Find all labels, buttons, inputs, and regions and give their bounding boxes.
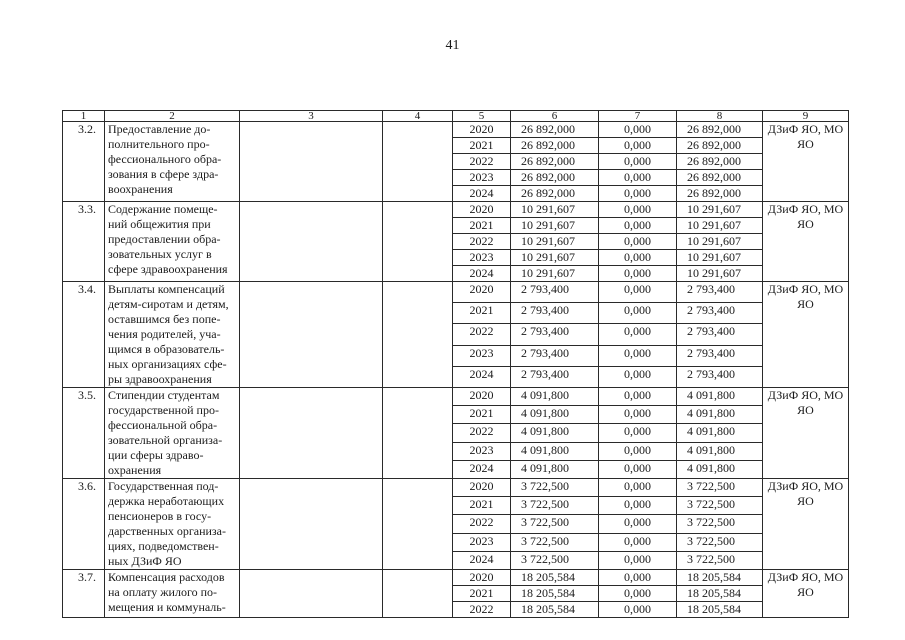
year-cell: 2023 (453, 442, 511, 460)
executor-cell: ДЗиФ ЯО, МО ЯО (763, 202, 849, 282)
amount-federal-cell: 0,000 (599, 479, 677, 497)
header-cell: 8 (677, 111, 763, 122)
amount-regional-cell: 3 722,500 (677, 551, 763, 569)
year-cell: 2020 (453, 388, 511, 406)
year-cell: 2020 (453, 282, 511, 303)
header-cell: 2 (105, 111, 240, 122)
empty-cell (383, 479, 453, 570)
empty-cell (383, 388, 453, 479)
year-cell: 2022 (453, 602, 511, 618)
amount-total-cell: 26 892,000 (511, 186, 599, 202)
row-title: Стипендии студентам государственной про-фессиональной обра-зовательной организа-ции сферы здраво-охранения (105, 388, 240, 479)
year-cell: 2024 (453, 266, 511, 282)
amount-regional-cell: 10 291,607 (677, 218, 763, 234)
year-cell: 2023 (453, 250, 511, 266)
amount-regional-cell: 10 291,607 (677, 202, 763, 218)
year-cell: 2023 (453, 533, 511, 551)
year-cell: 2024 (453, 460, 511, 478)
amount-regional-cell: 18 205,584 (677, 570, 763, 586)
row-number: 3.5. (63, 388, 105, 479)
year-cell: 2021 (453, 303, 511, 324)
amount-federal-cell: 0,000 (599, 250, 677, 266)
amount-total-cell: 3 722,500 (511, 497, 599, 515)
amount-total-cell: 10 291,607 (511, 234, 599, 250)
table-row (63, 479, 849, 497)
amount-total-cell: 26 892,000 (511, 170, 599, 186)
amount-federal-cell: 0,000 (599, 570, 677, 586)
row-number: 3.3. (63, 202, 105, 282)
empty-cell (240, 570, 383, 618)
amount-total-cell: 3 722,500 (511, 515, 599, 533)
amount-total-cell: 2 793,400 (511, 282, 599, 303)
year-cell: 2024 (453, 366, 511, 387)
row-title: Содержание помеще-ний общежития при предоставлении обра-зовательных услуг в сфере здравоохранения (105, 202, 240, 282)
year-cell: 2023 (453, 170, 511, 186)
header-cell: 4 (383, 111, 453, 122)
table-row (63, 282, 849, 303)
amount-regional-cell: 26 892,000 (677, 186, 763, 202)
amount-total-cell: 2 793,400 (511, 324, 599, 345)
amount-total-cell: 4 091,800 (511, 424, 599, 442)
amount-federal-cell: 0,000 (599, 424, 677, 442)
amount-federal-cell: 0,000 (599, 324, 677, 345)
amount-regional-cell: 18 205,584 (677, 586, 763, 602)
amount-regional-cell: 2 793,400 (677, 282, 763, 303)
amount-federal-cell: 0,000 (599, 533, 677, 551)
empty-cell (383, 202, 453, 282)
year-cell: 2022 (453, 424, 511, 442)
amount-total-cell: 10 291,607 (511, 266, 599, 282)
amount-total-cell: 3 722,500 (511, 551, 599, 569)
year-cell: 2022 (453, 324, 511, 345)
budget-table (62, 110, 849, 618)
header-row (63, 111, 849, 122)
amount-regional-cell: 2 793,400 (677, 366, 763, 387)
table-row (63, 388, 849, 406)
header-cell: 5 (453, 111, 511, 122)
row-title: Компенсация расходов на оплату жилого по-мещения и коммуналь- (105, 570, 240, 618)
amount-federal-cell: 0,000 (599, 154, 677, 170)
row-number: 3.2. (63, 122, 105, 202)
amount-federal-cell: 0,000 (599, 202, 677, 218)
amount-regional-cell: 10 291,607 (677, 266, 763, 282)
year-cell: 2021 (453, 138, 511, 154)
year-cell: 2021 (453, 218, 511, 234)
year-cell: 2022 (453, 154, 511, 170)
amount-total-cell: 26 892,000 (511, 138, 599, 154)
year-cell: 2022 (453, 234, 511, 250)
amount-regional-cell: 2 793,400 (677, 324, 763, 345)
amount-federal-cell: 0,000 (599, 122, 677, 138)
year-cell: 2020 (453, 122, 511, 138)
amount-total-cell: 10 291,607 (511, 218, 599, 234)
amount-federal-cell: 0,000 (599, 345, 677, 366)
row-title: Выплаты компенсаций детям-сиротам и детям, оставшимся без попе-чения родителей, уча-щимся в образователь-ных организациях сфе-ры здравоохранения (105, 282, 240, 388)
amount-regional-cell: 4 091,800 (677, 388, 763, 406)
amount-federal-cell: 0,000 (599, 442, 677, 460)
amount-regional-cell: 18 205,584 (677, 602, 763, 618)
year-cell: 2021 (453, 406, 511, 424)
year-cell: 2020 (453, 570, 511, 586)
amount-regional-cell: 3 722,500 (677, 533, 763, 551)
year-cell: 2023 (453, 345, 511, 366)
header-cell: 6 (511, 111, 599, 122)
year-cell: 2024 (453, 186, 511, 202)
amount-total-cell: 4 091,800 (511, 442, 599, 460)
year-cell: 2024 (453, 551, 511, 569)
amount-regional-cell: 4 091,800 (677, 424, 763, 442)
row-number: 3.7. (63, 570, 105, 618)
amount-federal-cell: 0,000 (599, 303, 677, 324)
amount-total-cell: 10 291,607 (511, 250, 599, 266)
header-cell: 1 (63, 111, 105, 122)
amount-regional-cell: 4 091,800 (677, 460, 763, 478)
amount-federal-cell: 0,000 (599, 551, 677, 569)
year-cell: 2021 (453, 586, 511, 602)
amount-total-cell: 2 793,400 (511, 345, 599, 366)
table-row (63, 122, 849, 138)
amount-federal-cell: 0,000 (599, 388, 677, 406)
row-title: Предоставление до-полнительного про-фессионального обра-зования в сфере здра-воохранения (105, 122, 240, 202)
empty-cell (240, 122, 383, 202)
amount-regional-cell: 26 892,000 (677, 154, 763, 170)
year-cell: 2022 (453, 515, 511, 533)
amount-total-cell: 26 892,000 (511, 122, 599, 138)
amount-total-cell: 2 793,400 (511, 366, 599, 387)
header-cell: 7 (599, 111, 677, 122)
amount-federal-cell: 0,000 (599, 586, 677, 602)
row-title: Государственная под-держка неработающих пенсионеров в госу-дарственных организа-циях, подведомствен-ных ДЗиФ ЯО (105, 479, 240, 570)
amount-federal-cell: 0,000 (599, 138, 677, 154)
empty-cell (383, 570, 453, 618)
year-cell: 2020 (453, 202, 511, 218)
year-cell: 2020 (453, 479, 511, 497)
amount-total-cell: 4 091,800 (511, 460, 599, 478)
amount-total-cell: 4 091,800 (511, 388, 599, 406)
amount-regional-cell: 4 091,800 (677, 442, 763, 460)
amount-federal-cell: 0,000 (599, 186, 677, 202)
amount-regional-cell: 3 722,500 (677, 479, 763, 497)
amount-federal-cell: 0,000 (599, 218, 677, 234)
amount-regional-cell: 2 793,400 (677, 345, 763, 366)
executor-cell: ДЗиФ ЯО, МО ЯО (763, 479, 849, 570)
amount-federal-cell: 0,000 (599, 602, 677, 618)
empty-cell (383, 282, 453, 388)
amount-total-cell: 26 892,000 (511, 154, 599, 170)
empty-cell (240, 202, 383, 282)
empty-cell (383, 122, 453, 202)
amount-regional-cell: 3 722,500 (677, 515, 763, 533)
amount-regional-cell: 4 091,800 (677, 406, 763, 424)
amount-regional-cell: 3 722,500 (677, 497, 763, 515)
amount-total-cell: 18 205,584 (511, 570, 599, 586)
amount-regional-cell: 10 291,607 (677, 234, 763, 250)
amount-total-cell: 10 291,607 (511, 202, 599, 218)
amount-federal-cell: 0,000 (599, 497, 677, 515)
header-cell: 3 (240, 111, 383, 122)
amount-total-cell: 2 793,400 (511, 303, 599, 324)
amount-federal-cell: 0,000 (599, 406, 677, 424)
executor-cell: ДЗиФ ЯО, МО ЯО (763, 122, 849, 202)
executor-cell: ДЗиФ ЯО, МО ЯО (763, 282, 849, 388)
amount-regional-cell: 10 291,607 (677, 250, 763, 266)
amount-federal-cell: 0,000 (599, 266, 677, 282)
table-row (63, 202, 849, 218)
amount-total-cell: 3 722,500 (511, 533, 599, 551)
executor-cell: ДЗиФ ЯО, МО ЯО (763, 388, 849, 479)
amount-regional-cell: 2 793,400 (677, 303, 763, 324)
table-row (63, 570, 849, 586)
amount-regional-cell: 26 892,000 (677, 170, 763, 186)
amount-total-cell: 18 205,584 (511, 602, 599, 618)
amount-federal-cell: 0,000 (599, 234, 677, 250)
amount-federal-cell: 0,000 (599, 515, 677, 533)
page-number: 41 (445, 38, 460, 53)
amount-federal-cell: 0,000 (599, 366, 677, 387)
amount-federal-cell: 0,000 (599, 170, 677, 186)
amount-total-cell: 3 722,500 (511, 479, 599, 497)
header-cell: 9 (763, 111, 849, 122)
amount-regional-cell: 26 892,000 (677, 122, 763, 138)
amount-total-cell: 18 205,584 (511, 586, 599, 602)
amount-regional-cell: 26 892,000 (677, 138, 763, 154)
empty-cell (240, 388, 383, 479)
empty-cell (240, 282, 383, 388)
row-number: 3.6. (63, 479, 105, 570)
amount-federal-cell: 0,000 (599, 282, 677, 303)
year-cell: 2021 (453, 497, 511, 515)
amount-federal-cell: 0,000 (599, 460, 677, 478)
row-number: 3.4. (63, 282, 105, 388)
amount-total-cell: 4 091,800 (511, 406, 599, 424)
executor-cell: ДЗиФ ЯО, МО ЯО (763, 570, 849, 618)
empty-cell (240, 479, 383, 570)
